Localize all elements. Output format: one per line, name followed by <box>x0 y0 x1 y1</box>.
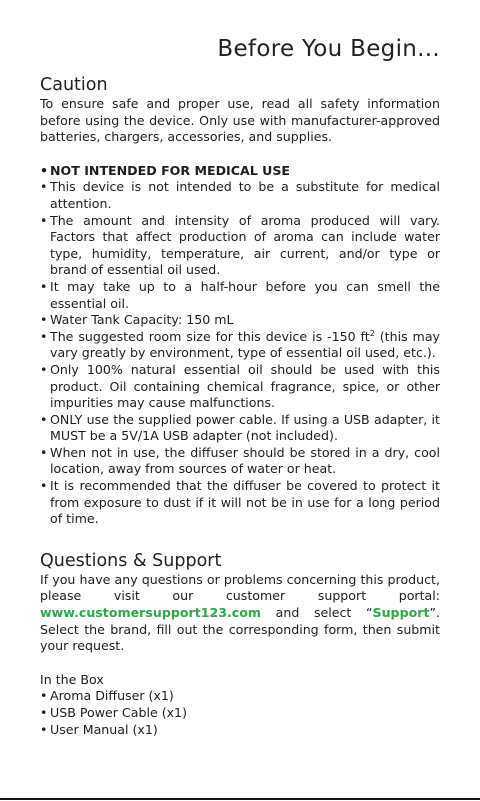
list-item: • Water Tank Capacity: 150 mL <box>40 312 440 329</box>
bottom-rule <box>0 798 480 800</box>
support-word: Support <box>372 605 430 621</box>
support-portal-link[interactable]: www.customersupport123.com <box>40 605 262 621</box>
list-item: • It is recommended that the diffuser be covered to protect it from exposure to dust if it will not be in use for a long period of time. <box>40 478 440 528</box>
list-item: • Aroma Diffuser (x1) <box>40 688 440 705</box>
support-text-before: If you have any questions or problems concerning this product, please visit our customer support portal: <box>40 571 440 604</box>
support-heading: Questions & Support <box>40 550 222 571</box>
list-item: • ONLY use the supplied power cable. If using a USB adapter, it MUST be a 5V/1A USB adapter (not included). <box>40 412 440 445</box>
caution-intro: To ensure safe and proper use, read all safety information before using the device. Only use with manufacturer-approved batteries, chargers, accessories, and supplies. <box>40 96 440 145</box>
list-item-room-size <box>40 329 440 362</box>
list-item: • When not in use, the diffuser should be stored in a dry, cool location, away from sources of water or heat. <box>40 445 440 478</box>
list-item: • This device is not intended to be a substitute for medical attention. <box>40 179 440 212</box>
spacer <box>40 146 440 163</box>
caution-heading: Caution <box>40 75 108 95</box>
superscript: 2 <box>369 328 375 338</box>
support-text-after: ”. Select the brand, fill out the corresponding form, then submit your request. <box>40 605 440 654</box>
box-heading: In the Box <box>40 671 104 687</box>
list-item: • It may take up to a half-hour before you can smell the essential oil. <box>40 279 440 312</box>
content-column <box>40 74 440 738</box>
room-size-note: (this may vary greatly by environment, type of essential oil used, etc.). <box>50 328 440 361</box>
support-text-mid: and select “ <box>261 605 373 621</box>
room-size-text: The suggested room size for this device is -150 ft <box>50 328 370 344</box>
caution-list <box>40 163 440 528</box>
spacer <box>40 528 440 550</box>
box-list <box>40 688 440 738</box>
list-item: • User Manual (x1) <box>40 722 440 739</box>
support-text <box>40 572 440 655</box>
spacer <box>40 655 440 672</box>
page-title: Before You Begin... <box>217 36 440 62</box>
list-item: • Only 100% natural essential oil should be used with this product. Oil containing chemical fragrance, spice, or other impurities may cause malfunctions. <box>40 362 440 412</box>
list-item-medical: • NOT INTENDED FOR MEDICAL USE <box>40 163 440 180</box>
list-item: • USB Power Cable (x1) <box>40 705 440 722</box>
list-item: • The amount and intensity of aroma produced will vary. Factors that affect production of aroma can include water type, humidity, temperature, air current, and/or type or brand of essential oil used. <box>40 213 440 279</box>
